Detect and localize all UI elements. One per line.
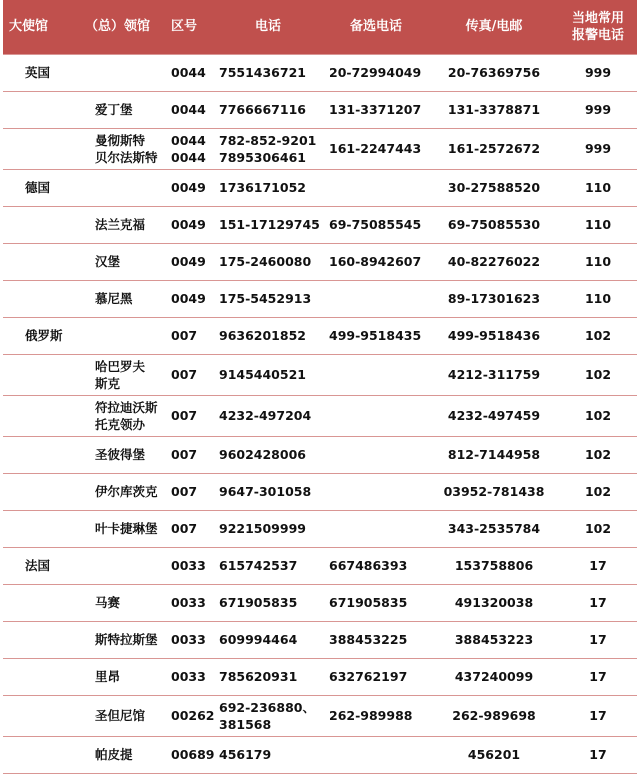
- header-embassy: 大使馆: [3, 0, 69, 54]
- phone-cell: [213, 436, 323, 473]
- fax-email-cell-line: 491320038: [454, 595, 534, 610]
- embassy-cell: 德国: [3, 169, 69, 206]
- phone-cell: [213, 128, 323, 169]
- area-code-cell: [165, 243, 213, 280]
- phone-cell-line: 692-236880、: [219, 699, 315, 715]
- alt-phone-cell-line: 388453225: [329, 632, 408, 647]
- area-code-cell: [165, 658, 213, 695]
- alt-phone-cell: [323, 54, 429, 91]
- emergency-cell: 102: [559, 510, 637, 547]
- phone-cell-line: 7766667116: [219, 102, 306, 117]
- embassy-cell: [3, 436, 69, 473]
- emergency-cell: 102: [559, 436, 637, 473]
- emergency-cell: 17: [559, 658, 637, 695]
- alt-phone-cell: [323, 695, 429, 736]
- alt-phone-cell: [323, 510, 429, 547]
- alt-phone-cell-line: 160-8942607: [329, 254, 422, 269]
- consulate-cell: [69, 128, 165, 169]
- embassy-cell: [3, 736, 69, 773]
- phone-cell: [213, 317, 323, 354]
- area-code-cell: [165, 695, 213, 736]
- fax-email-cell: [429, 169, 559, 206]
- table-row: [3, 695, 637, 736]
- consulate-cell-line: 爱丁堡: [95, 102, 133, 117]
- consulate-cell: [69, 243, 165, 280]
- table-row: [3, 91, 637, 128]
- table-row: [3, 280, 637, 317]
- phone-cell-line: 9602428006: [219, 447, 306, 462]
- emergency-cell: 102: [559, 317, 637, 354]
- area-code-cell-line: 007: [171, 408, 198, 423]
- phone-cell: [213, 658, 323, 695]
- fax-email-cell-line: 437240099: [454, 669, 534, 684]
- phone-cell-line: 7551436721: [219, 65, 306, 80]
- area-code-cell: [165, 54, 213, 91]
- area-code-cell-line: 007: [171, 447, 198, 462]
- emergency-cell: 999: [559, 54, 637, 91]
- phone-cell-line: 9647-301058: [219, 484, 312, 499]
- consulate-cell-line: 托克领办: [95, 416, 146, 432]
- emergency-cell: 999: [559, 91, 637, 128]
- phone-cell: [213, 510, 323, 547]
- area-code-cell: [165, 354, 213, 395]
- fax-email-cell-line: 03952-781438: [443, 484, 545, 499]
- table-row: [3, 354, 637, 395]
- fax-email-cell-line: 343-2535784: [447, 521, 541, 536]
- table-row: [3, 206, 637, 243]
- phone-cell: [213, 354, 323, 395]
- consulate-cell-line: 帕皮提: [95, 747, 133, 762]
- fax-email-cell: [429, 91, 559, 128]
- area-code-cell: [165, 436, 213, 473]
- phone-cell-line: 175-2460080: [219, 254, 312, 269]
- area-code-cell-line: 0044: [171, 132, 206, 148]
- table-row: [3, 128, 637, 169]
- table-row: [3, 584, 637, 621]
- fax-email-cell: [429, 584, 559, 621]
- emergency-cell: 17: [559, 695, 637, 736]
- embassy-cell: [3, 206, 69, 243]
- emergency-cell: 102: [559, 473, 637, 510]
- fax-email-cell: [429, 317, 559, 354]
- area-code-cell-line: 0033: [171, 632, 206, 647]
- area-code-cell-line: 007: [171, 367, 198, 382]
- consulate-cell: [69, 584, 165, 621]
- area-code-cell: [165, 621, 213, 658]
- alt-phone-cell: [323, 354, 429, 395]
- phone-cell: [213, 280, 323, 317]
- area-code-cell-line: 0044: [171, 102, 206, 117]
- fax-email-cell: [429, 54, 559, 91]
- alt-phone-cell-line: 671905835: [329, 595, 408, 610]
- consulate-cell-line: 斯特拉斯堡: [95, 632, 158, 647]
- embassy-cell: [3, 128, 69, 169]
- table-row: [3, 621, 637, 658]
- area-code-cell: [165, 280, 213, 317]
- alt-phone-cell: [323, 436, 429, 473]
- embassy-cell: 俄罗斯: [3, 317, 69, 354]
- fax-email-cell-line: 20-76369756: [447, 65, 541, 80]
- table-row: [3, 169, 637, 206]
- fax-email-cell-line: 499-9518436: [447, 328, 541, 343]
- fax-email-cell: [429, 695, 559, 736]
- header-area-code: 区号: [165, 0, 213, 54]
- consulate-cell: [69, 395, 165, 436]
- consulate-cell-line: 哈巴罗夫: [95, 358, 146, 374]
- alt-phone-cell: [323, 584, 429, 621]
- fax-email-cell: [429, 547, 559, 584]
- phone-cell: [213, 395, 323, 436]
- table-header: [3, 0, 637, 54]
- header-row: [3, 0, 637, 54]
- fax-email-cell-line: 69-75085530: [447, 217, 541, 232]
- area-code-cell-line: 0033: [171, 669, 206, 684]
- fax-email-cell-line: 4212-311759: [447, 367, 541, 382]
- consulate-cell: [69, 621, 165, 658]
- area-code-cell-line: 0044: [171, 149, 206, 165]
- fax-email-cell-line: 40-82276022: [447, 254, 541, 269]
- area-code-cell-line: 00689: [171, 747, 215, 762]
- alt-phone-cell: [323, 243, 429, 280]
- consulate-contact-table: [3, 0, 637, 774]
- embassy-cell: [3, 473, 69, 510]
- consulate-cell-line: 伊尔库茨克: [95, 484, 158, 499]
- alt-phone-cell: [323, 317, 429, 354]
- fax-email-cell: [429, 128, 559, 169]
- consulate-cell: [69, 169, 165, 206]
- alt-phone-cell: [323, 473, 429, 510]
- embassy-cell: 英国: [3, 54, 69, 91]
- consulate-cell-line: 圣彼得堡: [95, 447, 146, 462]
- alt-phone-cell: [323, 280, 429, 317]
- consulate-cell-line: 贝尔法斯特: [95, 149, 158, 165]
- consulate-cell: [69, 736, 165, 773]
- area-code-cell: [165, 206, 213, 243]
- area-code-cell-line: 007: [171, 328, 198, 343]
- alt-phone-cell: [323, 91, 429, 128]
- emergency-cell: 102: [559, 395, 637, 436]
- area-code-cell: [165, 128, 213, 169]
- area-code-cell-line: 0049: [171, 217, 206, 232]
- phone-cell-line: 615742537: [219, 558, 298, 573]
- consulate-cell-line: 叶卡捷琳堡: [95, 521, 158, 536]
- area-code-cell-line: 0049: [171, 254, 206, 269]
- fax-email-cell: [429, 243, 559, 280]
- alt-phone-cell: [323, 621, 429, 658]
- consulate-cell-line: 符拉迪沃斯: [95, 399, 158, 415]
- emergency-cell: 999: [559, 128, 637, 169]
- area-code-cell-line: 00262: [171, 708, 215, 723]
- embassy-cell: [3, 658, 69, 695]
- consulate-cell: [69, 436, 165, 473]
- fax-email-cell: [429, 736, 559, 773]
- phone-cell-line: 175-5452913: [219, 291, 312, 306]
- consulate-cell-line: 斯克: [95, 375, 121, 391]
- table-row: [3, 243, 637, 280]
- area-code-cell-line: 0033: [171, 595, 206, 610]
- fax-email-cell-line: 262-989698: [452, 708, 536, 723]
- header-emergency: [559, 0, 637, 54]
- alt-phone-cell-line: 262-989988: [329, 708, 413, 723]
- phone-cell-line: 381568: [219, 716, 272, 732]
- table-row: [3, 436, 637, 473]
- fax-email-cell: [429, 436, 559, 473]
- phone-cell-line: 456179: [219, 747, 272, 762]
- consulate-cell: [69, 695, 165, 736]
- area-code-cell-line: 0044: [171, 65, 206, 80]
- header-emergency-line2: 报警电话: [571, 27, 624, 43]
- embassy-cell: [3, 621, 69, 658]
- area-code-cell-line: 0049: [171, 180, 206, 195]
- phone-cell: [213, 736, 323, 773]
- alt-phone-cell-line: 499-9518435: [329, 328, 422, 343]
- phone-cell: [213, 584, 323, 621]
- area-code-cell-line: 0049: [171, 291, 206, 306]
- fax-email-cell-line: 456201: [467, 747, 521, 762]
- embassy-cell: [3, 510, 69, 547]
- phone-cell-line: 9145440521: [219, 367, 306, 382]
- header-phone: 电话: [213, 0, 323, 54]
- fax-email-cell: [429, 206, 559, 243]
- fax-email-cell-line: 153758806: [454, 558, 534, 573]
- phone-cell-line: 9221509999: [219, 521, 306, 536]
- embassy-cell: [3, 280, 69, 317]
- emergency-cell: 102: [559, 354, 637, 395]
- area-code-cell: [165, 584, 213, 621]
- alt-phone-cell-line: 667486393: [329, 558, 408, 573]
- area-code-cell-line: 0033: [171, 558, 206, 573]
- consulate-cell-line: 里昂: [95, 669, 121, 684]
- consulate-cell: [69, 280, 165, 317]
- phone-cell-line: 785620931: [219, 669, 298, 684]
- embassy-cell: [3, 584, 69, 621]
- emergency-cell: 17: [559, 621, 637, 658]
- embassy-cell: [3, 354, 69, 395]
- table-body: [3, 54, 637, 773]
- consulate-cell-line: 汉堡: [95, 254, 121, 269]
- consulate-cell: [69, 317, 165, 354]
- phone-cell-line: 782-852-9201: [219, 132, 317, 148]
- phone-cell: [213, 695, 323, 736]
- alt-phone-cell: [323, 169, 429, 206]
- fax-email-cell-line: 161-2572672: [447, 141, 541, 156]
- table-row: [3, 54, 637, 91]
- phone-cell: [213, 547, 323, 584]
- header-emergency-line1: 当地常用: [571, 10, 624, 26]
- fax-email-cell-line: 30-27588520: [447, 180, 541, 195]
- area-code-cell: [165, 317, 213, 354]
- embassy-cell: [3, 243, 69, 280]
- consulate-cell: [69, 510, 165, 547]
- table-row: [3, 317, 637, 354]
- table-row: [3, 547, 637, 584]
- fax-email-cell: [429, 621, 559, 658]
- area-code-cell-line: 007: [171, 521, 198, 536]
- consulate-cell: [69, 54, 165, 91]
- area-code-cell: [165, 547, 213, 584]
- consulate-cell: [69, 206, 165, 243]
- alt-phone-cell-line: 161-2247443: [329, 141, 422, 156]
- header-alt-phone: 备选电话: [323, 0, 429, 54]
- phone-cell: [213, 91, 323, 128]
- area-code-cell: [165, 169, 213, 206]
- alt-phone-cell: [323, 395, 429, 436]
- fax-email-cell: [429, 280, 559, 317]
- fax-email-cell-line: 89-17301623: [447, 291, 541, 306]
- fax-email-cell: [429, 354, 559, 395]
- consulate-cell: [69, 658, 165, 695]
- consulate-cell: [69, 547, 165, 584]
- phone-cell-line: 671905835: [219, 595, 298, 610]
- alt-phone-cell-line: 632762197: [329, 669, 408, 684]
- phone-cell: [213, 243, 323, 280]
- emergency-cell: 17: [559, 584, 637, 621]
- alt-phone-cell-line: 69-75085545: [329, 217, 422, 232]
- table-row: [3, 395, 637, 436]
- phone-cell-line: 7895306461: [219, 149, 306, 165]
- consulate-cell-line: 慕尼黑: [95, 291, 133, 306]
- header-consulate: （总）领馆: [69, 0, 165, 54]
- table-row: [3, 736, 637, 773]
- emergency-cell: 110: [559, 280, 637, 317]
- phone-cell-line: 151-17129745: [219, 217, 320, 232]
- area-code-cell: [165, 736, 213, 773]
- alt-phone-cell: [323, 128, 429, 169]
- consulate-cell: [69, 91, 165, 128]
- table-row: [3, 510, 637, 547]
- alt-phone-cell: [323, 658, 429, 695]
- area-code-cell: [165, 510, 213, 547]
- phone-cell: [213, 621, 323, 658]
- table-row: [3, 658, 637, 695]
- phone-cell-line: 609994464: [219, 632, 298, 647]
- phone-cell-line: 1736171052: [219, 180, 306, 195]
- consulate-cell-line: 马赛: [95, 595, 121, 610]
- emergency-cell: 17: [559, 736, 637, 773]
- embassy-cell: [3, 91, 69, 128]
- phone-cell-line: 4232-497204: [219, 408, 312, 423]
- fax-email-cell-line: 812-7144958: [447, 447, 541, 462]
- embassy-cell: [3, 395, 69, 436]
- phone-cell: [213, 473, 323, 510]
- area-code-cell-line: 007: [171, 484, 198, 499]
- fax-email-cell: [429, 395, 559, 436]
- fax-email-cell: [429, 510, 559, 547]
- alt-phone-cell: [323, 206, 429, 243]
- embassy-cell: 法国: [3, 547, 69, 584]
- area-code-cell: [165, 473, 213, 510]
- alt-phone-cell: [323, 547, 429, 584]
- area-code-cell: [165, 395, 213, 436]
- table-row: [3, 473, 637, 510]
- fax-email-cell: [429, 473, 559, 510]
- emergency-cell: 110: [559, 206, 637, 243]
- consulate-cell: [69, 354, 165, 395]
- embassy-cell: [3, 695, 69, 736]
- area-code-cell: [165, 91, 213, 128]
- alt-phone-cell-line: 131-3371207: [329, 102, 422, 117]
- emergency-cell: 17: [559, 547, 637, 584]
- consulate-cell: [69, 473, 165, 510]
- consulate-cell-line: 圣但尼馆: [95, 708, 146, 723]
- emergency-cell: 110: [559, 243, 637, 280]
- emergency-cell: 110: [559, 169, 637, 206]
- fax-email-cell-line: 131-3378871: [447, 102, 541, 117]
- header-fax-email: 传真/电邮: [429, 0, 559, 54]
- fax-email-cell-line: 4232-497459: [447, 408, 541, 423]
- consulate-cell-line: 法兰克福: [95, 217, 146, 232]
- phone-cell: [213, 206, 323, 243]
- phone-cell-line: 9636201852: [219, 328, 306, 343]
- alt-phone-cell-line: 20-72994049: [329, 65, 422, 80]
- fax-email-cell: [429, 658, 559, 695]
- phone-cell: [213, 169, 323, 206]
- alt-phone-cell: [323, 736, 429, 773]
- phone-cell: [213, 54, 323, 91]
- fax-email-cell-line: 388453223: [454, 632, 534, 647]
- consulate-cell-line: 曼彻斯特: [95, 132, 146, 148]
